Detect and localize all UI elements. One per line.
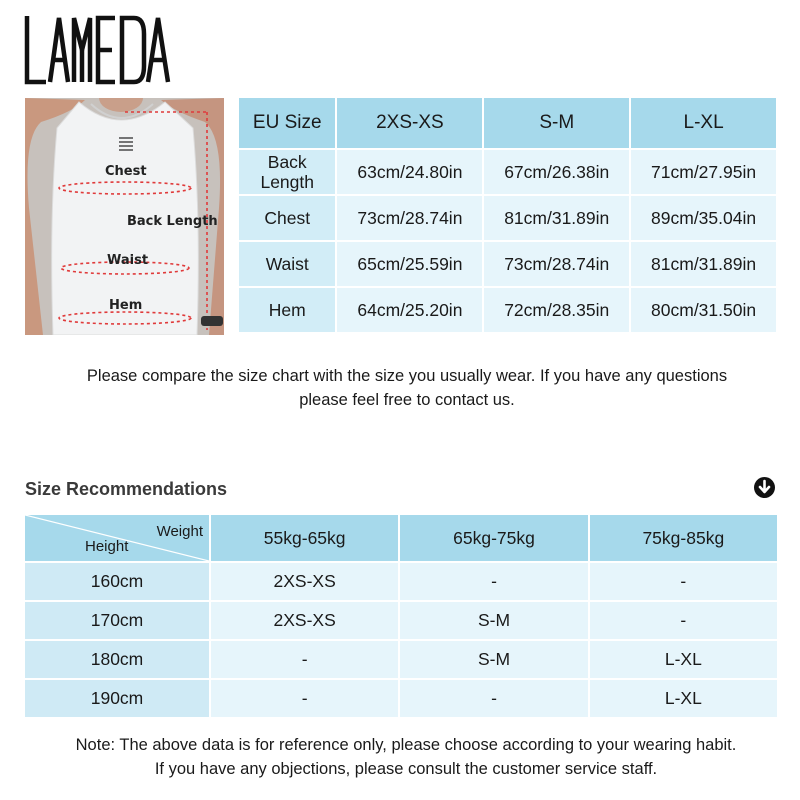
table-cell: 2XS-XS bbox=[211, 563, 398, 600]
table-row bbox=[25, 602, 777, 639]
table-cell: 73cm/28.74in bbox=[484, 242, 629, 286]
product-photo bbox=[25, 98, 224, 335]
table-cell: 63cm/24.80in bbox=[337, 150, 482, 194]
row-label-height: 170cm bbox=[25, 602, 209, 639]
table-cell: 89cm/35.04in bbox=[631, 196, 776, 240]
table-cell: 80cm/31.50in bbox=[631, 288, 776, 332]
note-line: Note: The above data is for reference only, please choose according to your wearing habit. bbox=[75, 736, 737, 754]
table-row bbox=[25, 563, 777, 600]
table-cell: 73cm/28.74in bbox=[337, 196, 482, 240]
back-length-label: Back Length bbox=[127, 214, 218, 229]
table-cell: - bbox=[590, 602, 777, 639]
note-line: Please compare the size chart with the size you usually wear. If you have any questions bbox=[86, 367, 728, 385]
note-line: If you have any objections, please consult the customer service staff. bbox=[154, 760, 658, 778]
recommendations-title: Size Recommendations bbox=[25, 479, 228, 499]
lameda-logo bbox=[24, 14, 176, 86]
download-arrow-icon[interactable] bbox=[753, 476, 776, 504]
table-row bbox=[239, 242, 776, 286]
table-row bbox=[239, 288, 776, 332]
weight-height-corner bbox=[25, 515, 209, 561]
note-line: please feel free to contact us. bbox=[299, 391, 515, 409]
size-recommendation-table bbox=[23, 513, 779, 719]
row-label-hem: Hem bbox=[239, 288, 335, 332]
table-cell: 65cm/25.59in bbox=[337, 242, 482, 286]
table-cell: 81cm/31.89in bbox=[484, 196, 629, 240]
header-2xs-xs: 2XS-XS bbox=[337, 98, 482, 148]
table-cell: - bbox=[211, 641, 398, 678]
row-label-height: 190cm bbox=[25, 680, 209, 717]
table-cell: - bbox=[211, 680, 398, 717]
table-row bbox=[25, 680, 777, 717]
row-label-height: 160cm bbox=[25, 563, 209, 600]
table-cell: - bbox=[400, 680, 587, 717]
row-label-chest: Chest bbox=[239, 196, 335, 240]
table-cell: 72cm/28.35in bbox=[484, 288, 629, 332]
corner-height-label: Height bbox=[85, 538, 129, 555]
size-compare-note bbox=[30, 364, 784, 412]
table-cell: 64cm/25.20in bbox=[337, 288, 482, 332]
recommendation-header bbox=[25, 515, 777, 561]
table-row bbox=[239, 150, 776, 194]
size-chart-header bbox=[239, 98, 776, 148]
table-row bbox=[25, 641, 777, 678]
table-cell: 71cm/27.95in bbox=[631, 150, 776, 194]
table-cell: L-XL bbox=[590, 680, 777, 717]
header-weight-range: 65kg-75kg bbox=[400, 515, 587, 561]
table-cell: L-XL bbox=[590, 641, 777, 678]
row-label-back-length bbox=[239, 150, 335, 194]
table-cell: 2XS-XS bbox=[211, 602, 398, 639]
table-cell: - bbox=[590, 563, 777, 600]
back-length-label-text: Back Length bbox=[260, 152, 314, 192]
brand-logo bbox=[24, 14, 176, 91]
table-cell: S-M bbox=[400, 641, 587, 678]
table-cell: - bbox=[400, 563, 587, 600]
header-s-m: S-M bbox=[484, 98, 629, 148]
table-cell: 67cm/26.38in bbox=[484, 150, 629, 194]
header-weight-range: 75kg-85kg bbox=[590, 515, 777, 561]
corner-weight-label: Weight bbox=[156, 523, 203, 540]
chest-label: Chest bbox=[105, 164, 147, 179]
table-cell: S-M bbox=[400, 602, 587, 639]
table-cell: 81cm/31.89in bbox=[631, 242, 776, 286]
disclaimer-note bbox=[20, 733, 792, 781]
waist-label: Waist bbox=[107, 253, 149, 268]
table-row bbox=[239, 196, 776, 240]
row-label-height: 180cm bbox=[25, 641, 209, 678]
row-label-waist: Waist bbox=[239, 242, 335, 286]
hem-label: Hem bbox=[109, 298, 143, 313]
header-weight-range: 55kg-65kg bbox=[211, 515, 398, 561]
size-chart-table bbox=[237, 96, 778, 334]
header-eu-size: EU Size bbox=[239, 98, 335, 148]
header-l-xl: L-XL bbox=[631, 98, 776, 148]
